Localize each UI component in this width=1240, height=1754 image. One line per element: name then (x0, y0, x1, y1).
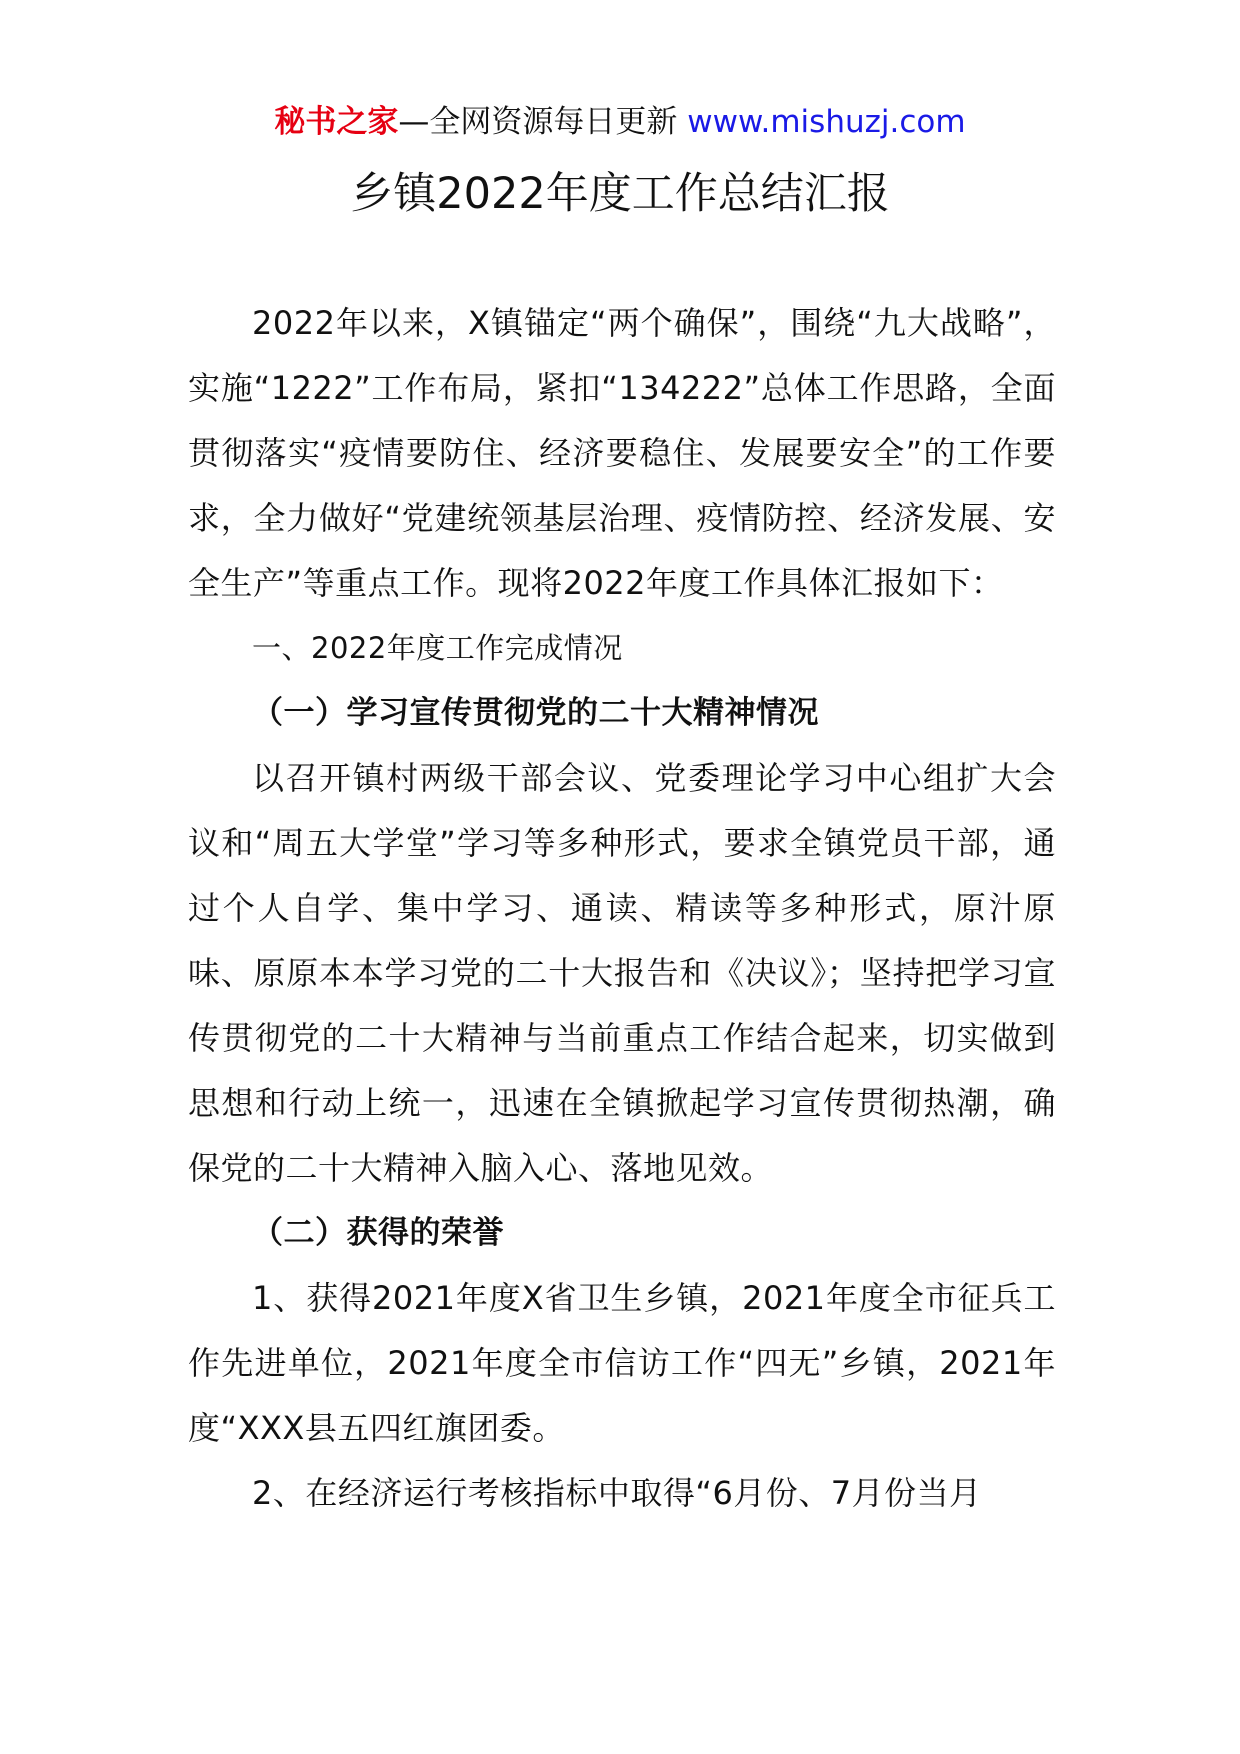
brand-name: 秘书之家 (274, 104, 399, 140)
subsection-1-paragraph: 以召开镇村两级干部会议、党委理论学习中心组扩大会议和“周五大学堂”学习等多种形式，要求全镇党员干部，通过个人自学、集中学习、通读、精读等多种形式，原汁原味、原原本本学习党的二十大报告和《决议》；坚持把学习宣传贯彻党的二十大精神与当前重点工作结合起来，切实做到思想和行动上统一，迅速在全镇掀起学习宣传贯彻热潮，确保党的二十大精神入脑入心、落地见效。 (188, 759, 1056, 1187)
site-url-link[interactable]: www.mishuzj.com (687, 104, 966, 140)
honor-item-2: 2、在经济运行考核指标中取得“6月份、7月份当月 (252, 1474, 982, 1512)
header-tagline: —全网资源每日更新 (398, 104, 678, 140)
document-title: 乡镇2022年度工作总结汇报 (350, 169, 890, 219)
section-heading-1: 一、2022年度工作完成情况 (252, 631, 623, 665)
subsection-heading-1: （一）学习宣传贯彻党的二十大精神情况 (252, 695, 819, 731)
intro-paragraph: 2022年以来，X镇锚定“两个确保”，围绕“九大战略”，实施“1222”工作布局，紧扣“134222”总体工作思路，全面贯彻落实“疫情要防住、经济要稳住、发展要安全”的工作要求，全力做好“党建统领基层治理、疫情防控、经济发展、安全生产”等重点工作。现将2022年度工作具体汇报如下： (188, 304, 1056, 602)
site-header (0, 100, 1240, 144)
honor-item-1: 1、获得2021年度X省卫生乡镇，2021年度全市征兵工作先进单位，2021年度全市信访工作“四无”乡镇，2021年度“XXX县五四红旗团委。 (188, 1279, 1056, 1447)
subsection-heading-2: （二）获得的荣誉 (252, 1215, 504, 1251)
document-body (188, 291, 1056, 1526)
